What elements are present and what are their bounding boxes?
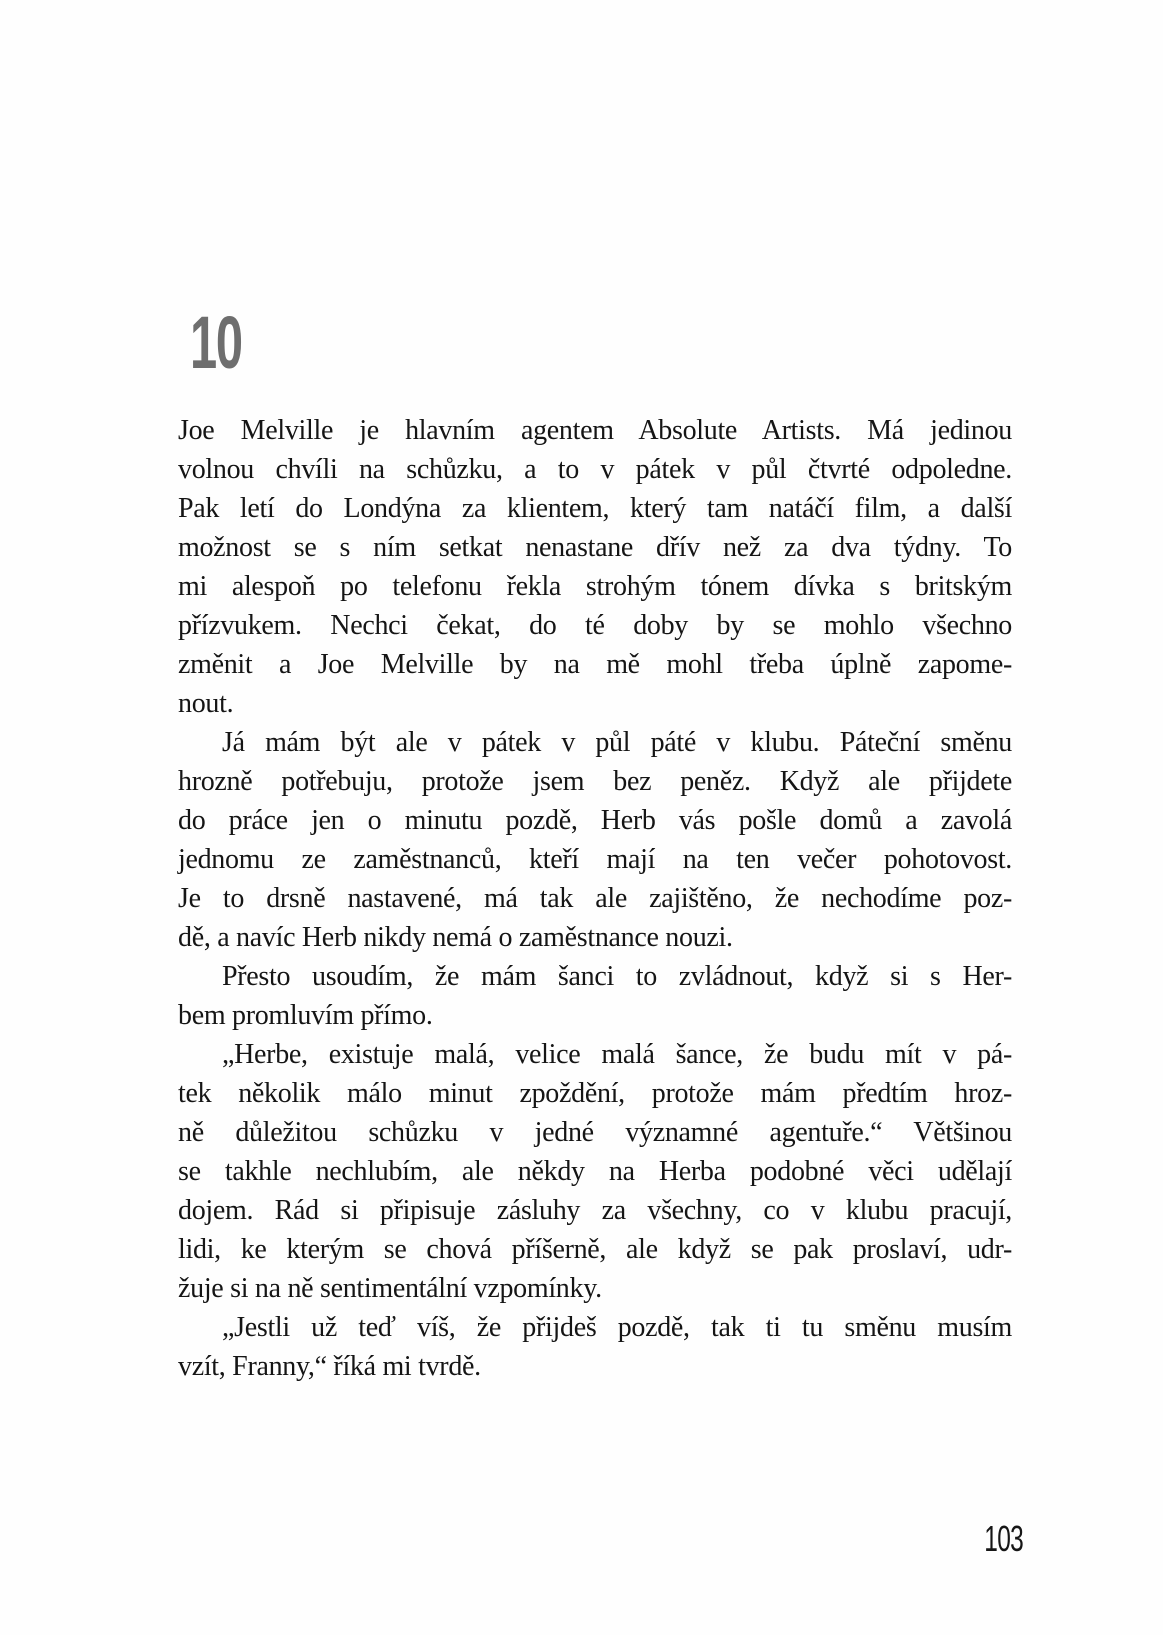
text-line: možnost se s ním setkat nenastane dřív než za dva týdny. To bbox=[178, 532, 1012, 563]
text-line: změnit a Joe Melville by na mě mohl třeba úplně zapome- bbox=[178, 649, 1012, 680]
text-line: Já mám být ale v pátek v půl páté v klubu. Páteční směnu bbox=[222, 727, 1012, 758]
text-line: do práce jen o minutu pozdě, Herb vás pošle domů a zavolá bbox=[178, 805, 1012, 836]
text-line: jednomu ze zaměstnanců, kteří mají na ten večer pohotovost. bbox=[178, 844, 1012, 875]
text-line: mi alespoň po telefonu řekla strohým tónem dívka s britským bbox=[178, 571, 1012, 602]
text-line: Přesto usoudím, že mám šanci to zvládnout, když si s Her- bbox=[222, 961, 1012, 992]
text-line: ně důležitou schůzku v jedné významné agentuře.“ Většinou bbox=[178, 1117, 1012, 1148]
paragraph bbox=[178, 1308, 1012, 1386]
body-text bbox=[178, 411, 1012, 1386]
chapter-number: 10 bbox=[190, 301, 242, 384]
text-line: Pak letí do Londýna za klientem, který tam natáčí film, a další bbox=[178, 493, 1012, 524]
text-line: Je to drsně nastavené, má tak ale zajištěno, že nechodíme poz- bbox=[178, 883, 1012, 914]
paragraph bbox=[178, 723, 1012, 957]
text-line: žuje si na ně sentimentální vzpomínky. bbox=[178, 1273, 602, 1304]
page-number: 103 bbox=[984, 1518, 1023, 1559]
text-line: bem promluvím přímo. bbox=[178, 1000, 433, 1031]
text-line: tek několik málo minut zpoždění, protože mám předtím hroz- bbox=[178, 1078, 1012, 1109]
text-line: „Jestli už teď víš, že přijdeš pozdě, tak ti tu směnu musím bbox=[222, 1312, 1012, 1343]
paragraph bbox=[178, 957, 1012, 1035]
paragraph bbox=[178, 411, 1012, 723]
text-line: vzít, Franny,“ říká mi tvrdě. bbox=[178, 1351, 481, 1382]
paragraph bbox=[178, 1035, 1012, 1308]
text-line: dě, a navíc Herb nikdy nemá o zaměstnance nouzi. bbox=[178, 922, 733, 953]
text-line: se takhle nechlubím, ale někdy na Herba podobné věci udělají bbox=[178, 1156, 1012, 1187]
text-line: nout. bbox=[178, 688, 234, 719]
text-line: lidi, ke kterým se chová příšerně, ale když se pak proslaví, udr- bbox=[178, 1234, 1012, 1265]
text-line: „Herbe, existuje malá, velice malá šance, že budu mít v pá- bbox=[222, 1039, 1012, 1070]
text-line: hrozně potřebuju, protože jsem bez peněz. Když ale přijdete bbox=[178, 766, 1012, 797]
text-line: volnou chvíli na schůzku, a to v pátek v půl čtvrté odpoledne. bbox=[178, 454, 1012, 485]
text-line: přízvukem. Nechci čekat, do té doby by se mohlo všechno bbox=[178, 610, 1012, 641]
text-line: Joe Melville je hlavním agentem Absolute Artists. Má jedinou bbox=[178, 415, 1012, 446]
text-line: dojem. Rád si připisuje zásluhy za všechny, co v klubu pracují, bbox=[178, 1195, 1012, 1226]
